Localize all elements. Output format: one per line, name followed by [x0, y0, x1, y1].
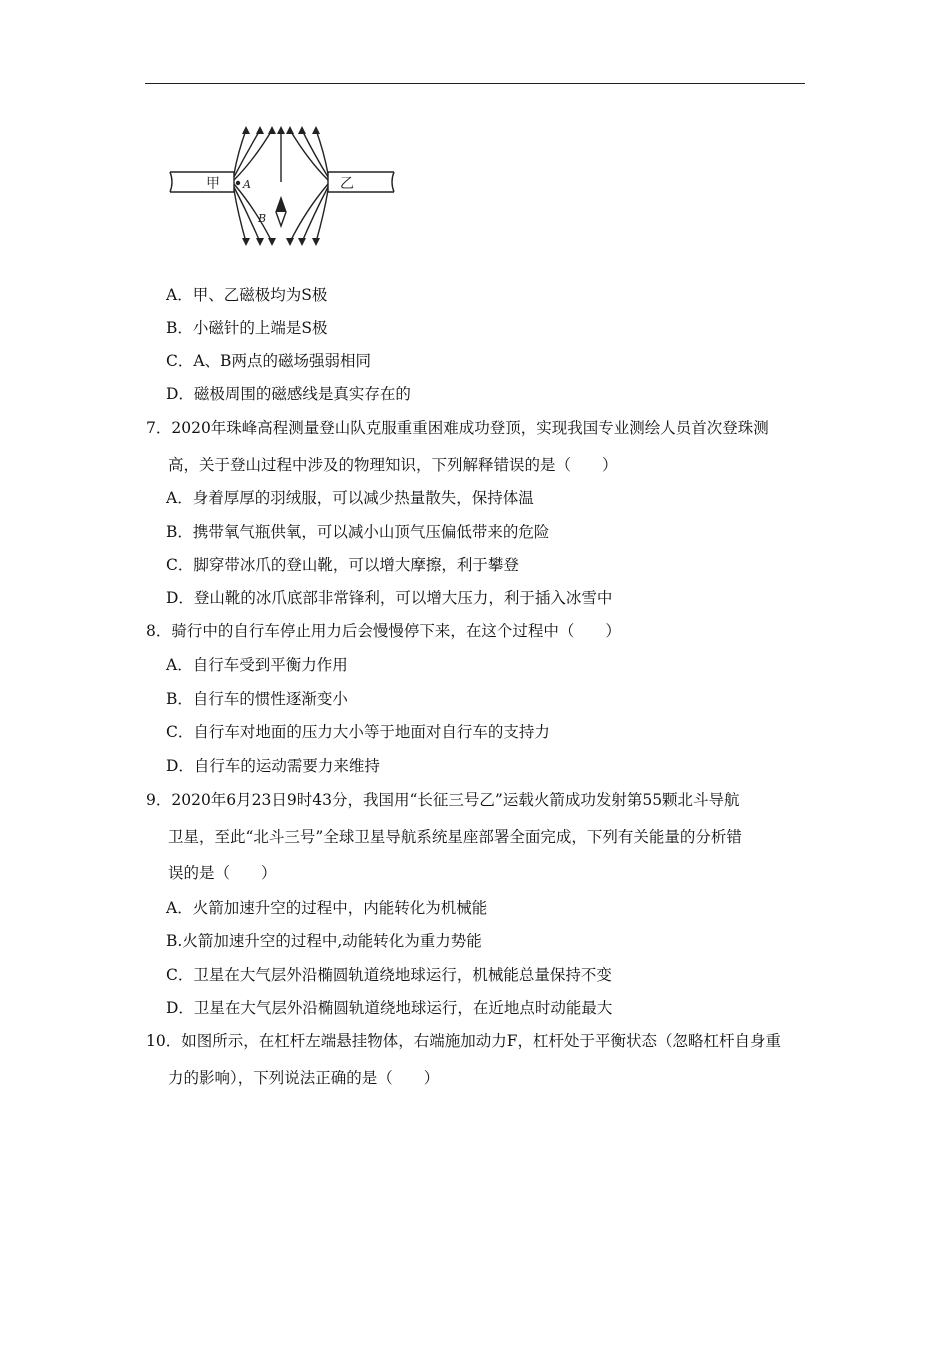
q8-option-b: B．自行车的惯性逐渐变小 — [166, 690, 348, 708]
q10-stem-line-2: 力的影响），下列说法正确的是（ ） — [168, 1069, 440, 1087]
q6-option-a: A．甲、乙磁极均为S极 — [166, 286, 328, 304]
q9-option-a: A．火箭加速升空的过程中，内能转化为机械能 — [166, 899, 488, 917]
q7-stem-line-2: 高，关于登山过程中涉及的物理知识，下列解释错误的是（ ） — [168, 456, 618, 474]
magnetic-field-figure — [168, 122, 396, 250]
q7-option-b: B．携带氧气瓶供氧，可以减小山顶气压偏低带来的危险 — [166, 523, 550, 541]
q8-stem-line-1: 8．骑行中的自行车停止用力后会慢慢停下来，在这个过程中（ ） — [146, 622, 621, 640]
q8-option-c: C．自行车对地面的压力大小等于地面对自行车的支持力 — [166, 723, 550, 741]
q10-stem-line-1: 10．如图所示，在杠杆左端悬挂物体，右端施加动力F，杠杆处于平衡状态（忽略杠杆自身重 — [146, 1032, 781, 1050]
magnet-left-label: 甲 — [206, 176, 220, 192]
q7-stem-line-1: 7．2020年珠峰高程测量登山队克服重重困难成功登顶，实现我国专业测绘人员首次登珠测 — [146, 419, 769, 437]
header-rule — [145, 83, 805, 84]
q7-option-d: D．登山靴的冰爪底部非常锋利，可以增大压力，利于插入冰雪中 — [166, 589, 613, 607]
q6-option-b: B．小磁针的上端是S极 — [166, 319, 328, 337]
q9-option-b: B.火箭加速升空的过程中,动能转化为重力势能 — [166, 932, 482, 950]
q9-stem-line-3: 误的是（ ） — [168, 864, 277, 882]
point-b-label: B — [258, 212, 267, 225]
magnet-right-outline — [328, 172, 394, 192]
point-a-label: A — [243, 178, 251, 191]
q7-option-c: C．脚穿带冰爪的登山靴，可以增大摩擦，利于攀登 — [166, 556, 519, 574]
q9-stem-line-2: 卫星，至此“北斗三号”全球卫星导航系统星座部署全面完成，下列有关能量的分析错 — [168, 828, 742, 846]
magnet-left-outline — [170, 172, 234, 192]
q9-option-d: D．卫星在大气层外沿椭圆轨道绕地球运行，在近地点时动能最大 — [166, 999, 613, 1017]
q9-stem-line-1: 9．2020年6月23日9时43分，我国用“长征三号乙”运载火箭成功发射第55颗北斗导航 — [146, 791, 740, 809]
q6-option-d: D．磁极周围的磁感线是真实存在的 — [166, 385, 411, 403]
q8-option-d: D．自行车的运动需要力来维持 — [166, 757, 380, 775]
q6-option-c: C．A、B两点的磁场强弱相同 — [166, 352, 371, 370]
magnet-right-break — [392, 172, 394, 192]
magnet-field-diagram — [168, 122, 396, 250]
magnet-left-break — [170, 172, 172, 192]
magnet-right-label: 乙 — [340, 176, 354, 192]
q9-option-c: C．卫星在大气层外沿椭圆轨道绕地球运行，机械能总量保持不变 — [166, 966, 612, 984]
q8-option-a: A．自行车受到平衡力作用 — [166, 656, 348, 674]
q7-option-a: A．身着厚厚的羽绒服，可以减少热量散失，保持体温 — [166, 489, 534, 507]
